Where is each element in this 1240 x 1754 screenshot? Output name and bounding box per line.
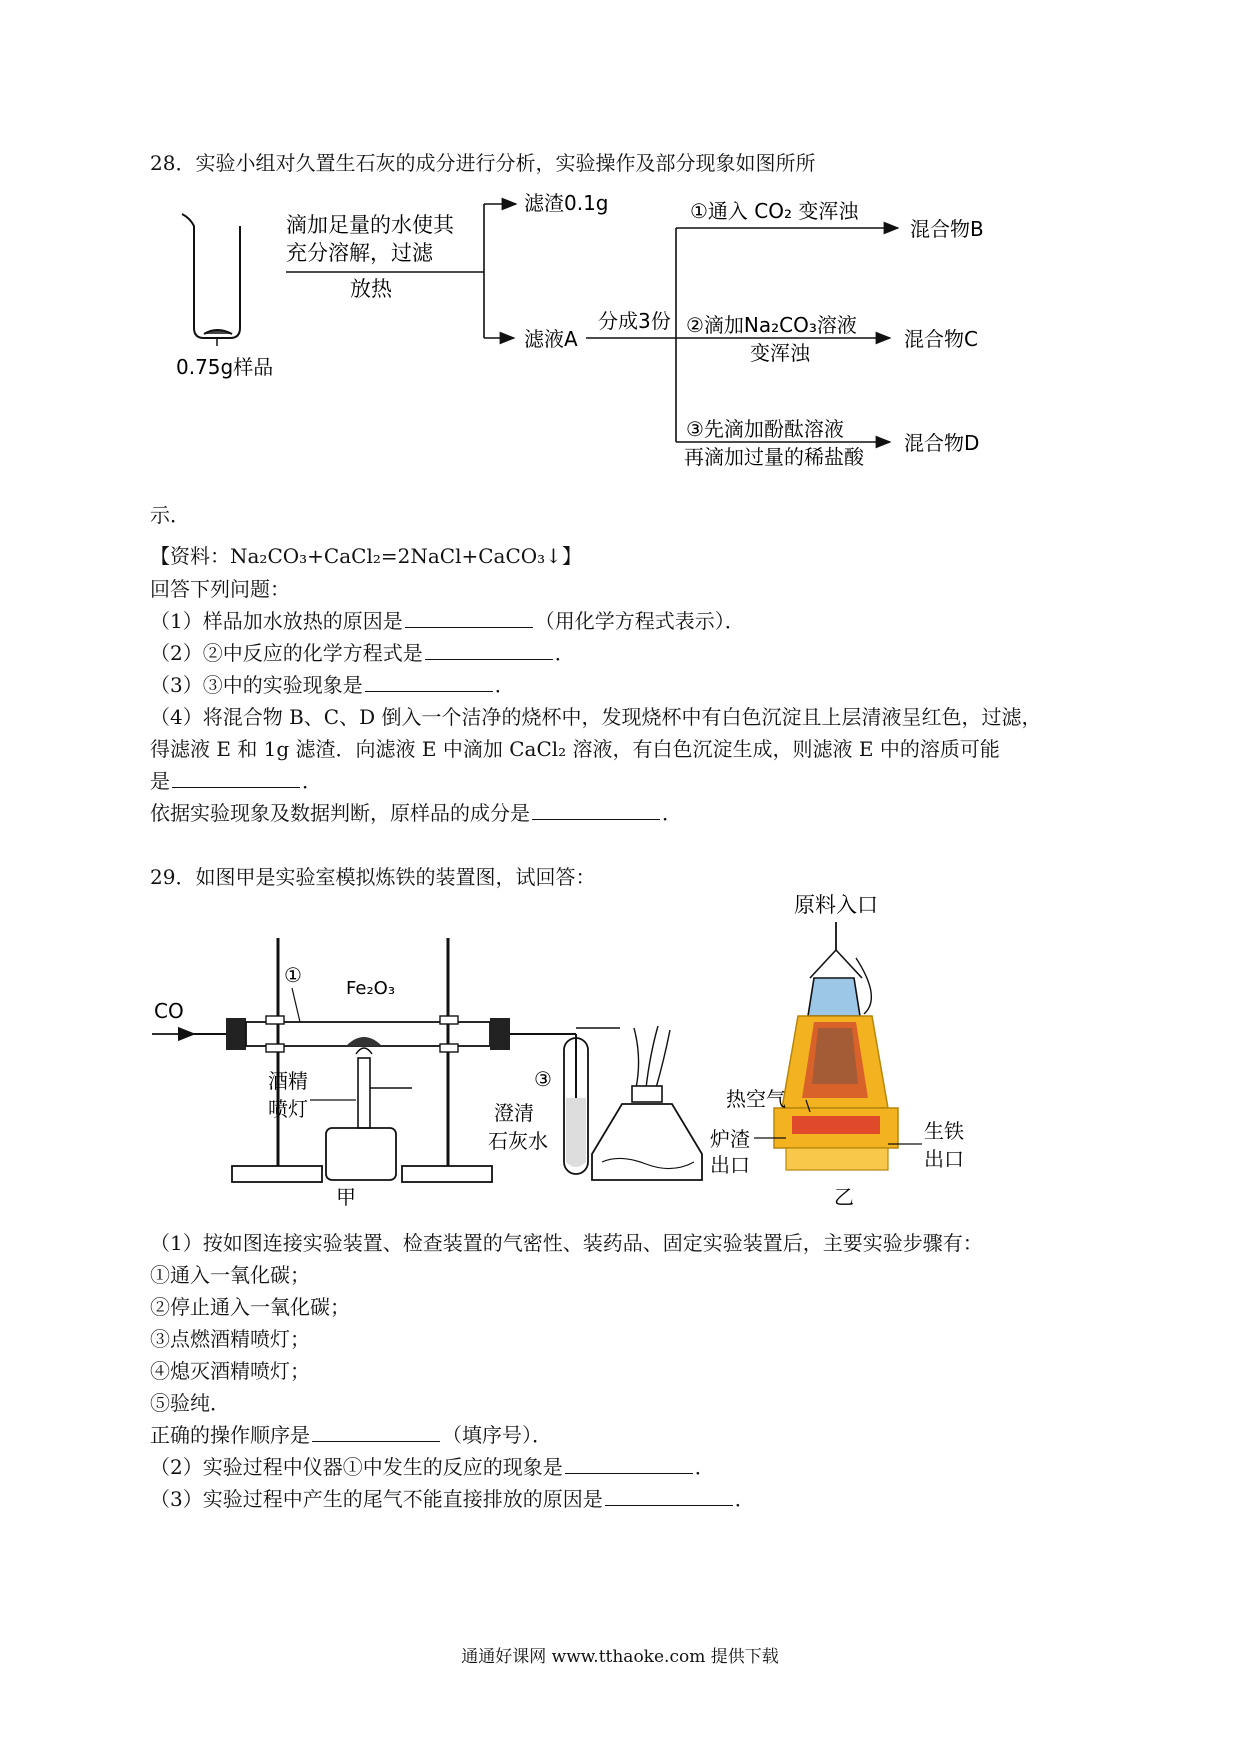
step1-line2: 充分溶解，过滤 bbox=[286, 241, 433, 265]
residue-label: 滤渣0.1g bbox=[524, 191, 609, 215]
q28-flow-diagram bbox=[176, 188, 1050, 518]
q28-part4-line4-suffix: ． bbox=[662, 801, 682, 825]
q28-part2-suffix: ． bbox=[554, 641, 575, 665]
q29-part3-text: （3）实验过程中产生的尾气不能直接排放的原因是 bbox=[150, 1487, 603, 1511]
q28-part3 bbox=[150, 672, 515, 698]
q29-step4: ④熄灭酒精喷灯； bbox=[150, 1359, 310, 1383]
slag-outlet-label-line1: 炉渣 bbox=[710, 1127, 750, 1151]
answer-blank[interactable] bbox=[605, 1487, 733, 1506]
q28-part4-line4 bbox=[150, 800, 682, 826]
answer-blank[interactable] bbox=[532, 801, 660, 820]
split-label: 分成3份 bbox=[598, 309, 671, 333]
q28-part4-line2: 得滤液 E 和 1g 滤渣．向滤液 E 中滴加 CaCl₂ 溶液，有白色沉淀生成，则滤液 E 中的溶质可能 bbox=[150, 737, 1000, 761]
step1-line3: 放热 bbox=[350, 277, 392, 301]
q29-part2-text: （2）实验过程中仪器①中发生的反应的现象是 bbox=[150, 1455, 563, 1479]
branch1-label: ①通入 CO₂ 变浑浊 bbox=[690, 199, 859, 223]
mixture-d: 混合物D bbox=[904, 431, 980, 455]
branch3-line1: ③先滴加酚酞溶液 bbox=[686, 417, 844, 441]
co-label: CO bbox=[154, 999, 184, 1023]
limewater-label-line1: 澄清 bbox=[494, 1101, 534, 1125]
step1-line1: 滴加足量的水使其 bbox=[286, 213, 454, 237]
q29-part2 bbox=[150, 1454, 715, 1480]
branch2-line1: ②滴加Na₂CO₃溶液 bbox=[686, 313, 857, 337]
q29-step2: ②停止通入一氧化碳； bbox=[150, 1295, 350, 1319]
branch3-line2: 再滴加过量的稀盐酸 bbox=[684, 445, 864, 469]
blast-furnace-figure bbox=[706, 888, 996, 1208]
q29-step1: ①通入一氧化碳； bbox=[150, 1263, 310, 1287]
answer-blank[interactable] bbox=[172, 769, 300, 788]
q29-step5: ⑤验纯． bbox=[150, 1391, 230, 1415]
q28-part2-text: （2）②中反应的化学方程式是 bbox=[150, 641, 423, 665]
branch2-line2: 变浑浊 bbox=[750, 341, 810, 365]
iron-smelting-apparatus-figure bbox=[150, 918, 720, 1208]
lamp-label-line1: 酒精 bbox=[268, 1069, 308, 1093]
answer-blank[interactable] bbox=[405, 609, 533, 628]
q28-part1-suffix: （用化学方程式表示）． bbox=[534, 609, 745, 633]
q29-order-text: 正确的操作顺序是 bbox=[150, 1423, 310, 1447]
answer-blank[interactable] bbox=[312, 1423, 440, 1442]
q28-part1-text: （1）样品加水放热的原因是 bbox=[150, 609, 403, 633]
q29-title: 29．如图甲是实验室模拟炼铁的装置图，试回答： bbox=[150, 865, 596, 889]
page-footer: 通通好课网 www.tthaoke.com 提供下载 bbox=[461, 1647, 779, 1667]
mixture-b: 混合物B bbox=[910, 217, 984, 241]
q28-part4-line3-suffix: ． bbox=[302, 769, 322, 793]
slag-outlet-label-line2: 出口 bbox=[710, 1153, 750, 1177]
lamp-label-line2: 喷灯 bbox=[268, 1097, 308, 1121]
q28-instruction: 回答下列问题： bbox=[150, 577, 290, 601]
q28-part3-suffix: ． bbox=[494, 673, 515, 697]
answer-blank[interactable] bbox=[425, 641, 553, 660]
q29-part2-suffix: ． bbox=[694, 1455, 715, 1479]
beaker-icon bbox=[182, 214, 240, 346]
q28-title: 28．实验小组对久置生石灰的成分进行分析，实验操作及部分现象如图所所 bbox=[150, 151, 816, 175]
q29-part3-suffix: ． bbox=[734, 1487, 755, 1511]
figure-caption-jia: 甲 bbox=[336, 1185, 356, 1209]
mixture-c: 混合物C bbox=[904, 327, 978, 351]
q28-part3-text: （3）③中的实验现象是 bbox=[150, 673, 363, 697]
instrument-3-label: ③ bbox=[534, 1067, 552, 1091]
answer-blank[interactable] bbox=[565, 1455, 693, 1474]
hot-air-label: 热空气 bbox=[726, 1087, 786, 1111]
instrument-1-label: ① bbox=[284, 963, 302, 987]
q28-part4-line4-text: 依据实验现象及数据判断，原样品的成分是 bbox=[150, 801, 530, 825]
sample-label: 0.75g样品 bbox=[176, 355, 274, 379]
q29-part1: （1）按如图连接实验装置、检查装置的气密性、装药品、固定实验装置后，主要实验步骤有： bbox=[150, 1231, 983, 1255]
answer-blank[interactable] bbox=[365, 673, 493, 692]
filtrate-label: 滤液A bbox=[524, 327, 578, 351]
q28-part4-line3 bbox=[150, 768, 322, 794]
q28-title-tail: 示． bbox=[150, 503, 190, 527]
q28-part2 bbox=[150, 640, 575, 666]
pig-iron-outlet-label-line2: 出口 bbox=[924, 1147, 964, 1171]
q28-reference: 【资料：Na₂CO₃+CaCl₂=2NaCl+CaCO₃↓】 bbox=[150, 544, 582, 568]
q28-part4-line1: （4）将混合物 B、C、D 倒入一个洁净的烧杯中，发现烧杯中有白色沉淀且上层清液呈红色，过滤， bbox=[150, 705, 1042, 729]
q29-order-suffix: （填序号）． bbox=[442, 1423, 552, 1447]
fe2o3-label: Fe₂O₃ bbox=[346, 978, 396, 999]
raw-material-inlet-label: 原料入口 bbox=[794, 893, 878, 917]
q28-part4-line3-text: 是 bbox=[150, 769, 170, 793]
figure-caption-yi: 乙 bbox=[834, 1185, 854, 1209]
q29-order bbox=[150, 1422, 552, 1448]
q29-step3: ③点燃酒精喷灯； bbox=[150, 1327, 310, 1351]
q28-part1 bbox=[150, 608, 745, 634]
limewater-label-line2: 石灰水 bbox=[488, 1129, 548, 1153]
q29-part3 bbox=[150, 1486, 755, 1512]
pig-iron-outlet-label-line1: 生铁 bbox=[924, 1119, 964, 1143]
